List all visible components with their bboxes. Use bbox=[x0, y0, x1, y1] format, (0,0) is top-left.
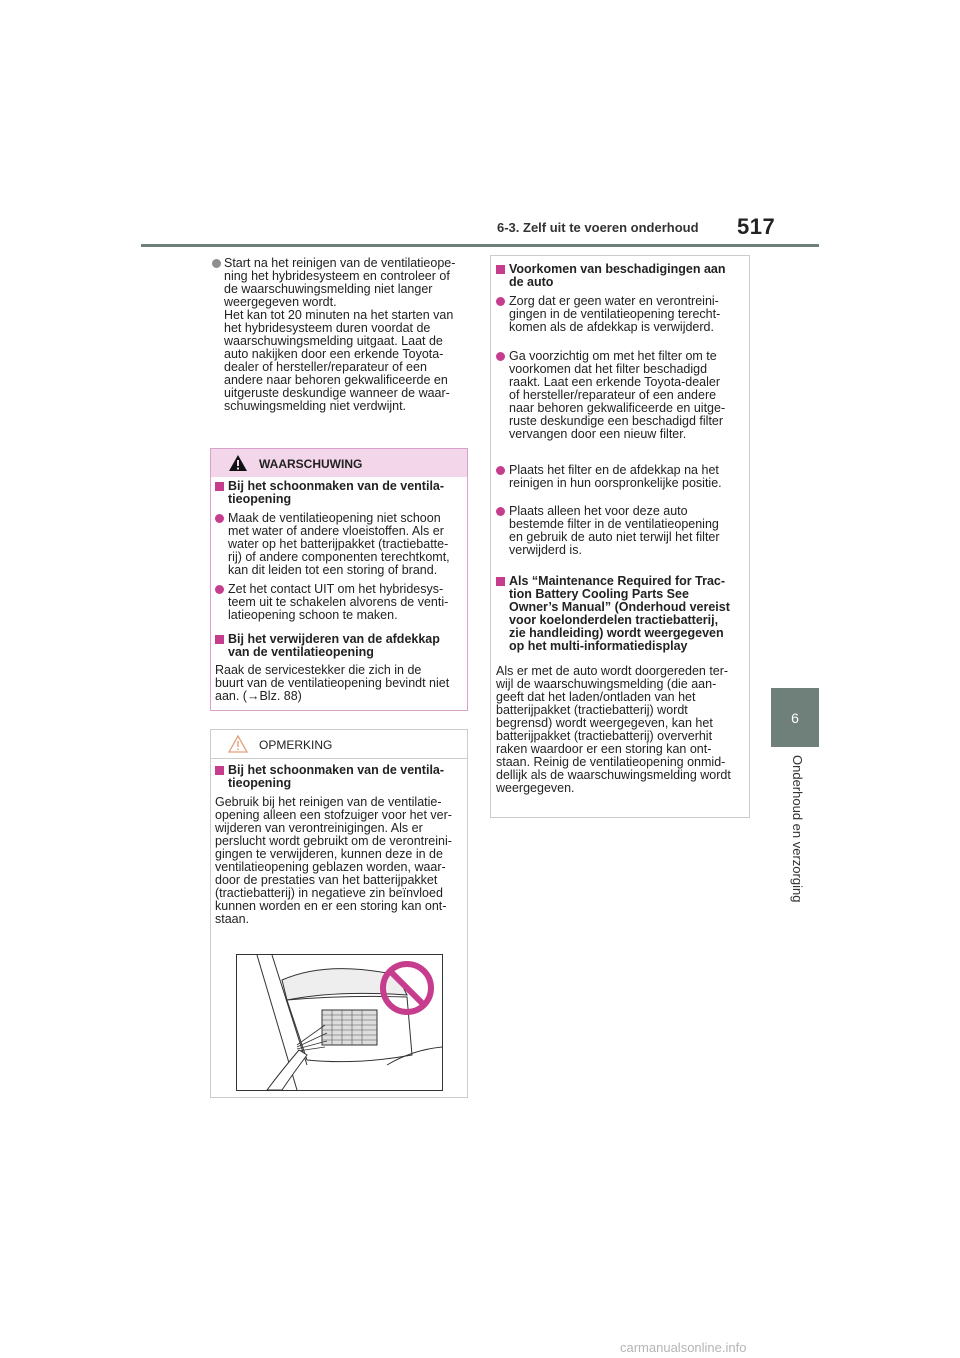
right-bullet-filter-care: Ga voorzichtig om met het filter om te voorkomen dat het filter beschadigd raakt. Laat een erkende Toyota-dealer of hersteller/reparateur of een andere naar behoren gekwalificeerde en uitge- ruste deskundige een beschadigd filter vervangen door een nieuw filter. bbox=[509, 349, 726, 441]
notice-text: Gebruik bij het reinigen van de ventilatie- opening alleen een stofzuiger voor het ver- wijderen van verontreinigingen. Als er perslucht wordt gebruikt om de verontreini- gingen te verwijderen, kunnen deze in de ventilatieopening geblazen worden, waar- door de prestaties van het batterijpakket (tractiebatterij) in negatieve zin beïnvloed kunnen worden en er een storing kan ont- staan. bbox=[215, 795, 452, 926]
warning-header bbox=[211, 449, 467, 477]
intro-paragraph: Start na het reinigen van de ventilatieope- ning het hybridesysteem en controleer of de waarschuwingsmelding niet langer weergegeven wordt. Het kan tot 20 minuten na het starten van het hybridesysteem duren voordat de waarschuwingsmelding uitgaat. Laat de auto nakijken door een erkende Toyota- dealer of hersteller/reparateur of een andere naar behoren gekwalificeerde en uitgeruste deskundige wanneer de waar- schuwingsmelding niet verdwijnt. bbox=[224, 256, 456, 413]
right-maintenance-text: Als er met de auto wordt doorgereden ter- wijl de waarschuwingsmelding (die aan- geeft dat het laden/ontladen van het batterijpakket (tractiebatterij) wordt begrensd) wordt weergegeven, kan het batterijpakket (tractiebatterij) oververhit raken waardoor er een storing kan ont- staan. Reinig de ventilatieopening onmid- dellijk als de waarschuwingsmelding wordt weergegeven. bbox=[496, 664, 731, 795]
chapter-label-text: Onderhoud en verzorging bbox=[790, 755, 805, 903]
section-title: 6-3. Zelf uit te voeren onderhoud bbox=[497, 220, 699, 235]
right-bullet-correct-filter: Plaats alleen het voor deze auto bestemde filter in de ventilatieopening en gebruik de auto niet terwijl het filter verwijderd is. bbox=[509, 504, 720, 557]
bullet-icon bbox=[215, 585, 224, 594]
warning-heading-cleaning: Bij het schoonmaken van de ventila- tieopening bbox=[228, 479, 445, 506]
vent-cleaning-drawing bbox=[237, 955, 442, 1090]
right-heading-maintenance-message: Als “Maintenance Required for Trac- tion Battery Cooling Parts See Owner’s Manual” (Onderhoud vereist voor koelonderdelen tractiebatterij, zie handleiding) wordt weergegeven op het multi-informatiedisplay bbox=[509, 574, 730, 653]
bullet-icon bbox=[496, 466, 505, 475]
square-bullet-icon bbox=[496, 577, 505, 586]
bullet-icon bbox=[496, 507, 505, 516]
bullet-icon bbox=[496, 352, 505, 361]
right-bullet-replace-filter: Plaats het filter en de afdekkap na het reinigen in hun oorspronkelijke positie. bbox=[509, 463, 722, 490]
notice-header bbox=[211, 730, 467, 759]
page-number: 517 bbox=[737, 214, 776, 239]
warning-triangle-icon bbox=[228, 454, 248, 472]
bullet-icon bbox=[496, 297, 505, 306]
square-bullet-icon bbox=[496, 265, 505, 274]
watermark-text: carmanualsonline.info bbox=[620, 1340, 747, 1355]
square-bullet-icon bbox=[215, 635, 224, 644]
chapter-tab: 6 bbox=[771, 688, 819, 747]
warning-heading-remove-cover: Bij het verwijderen van de afdekkap van de ventilatieopening bbox=[228, 632, 440, 659]
cleaning-illustration bbox=[236, 954, 443, 1091]
square-bullet-icon bbox=[215, 482, 224, 491]
warning-title: WAARSCHUWING bbox=[259, 457, 363, 471]
square-bullet-icon bbox=[215, 766, 224, 775]
bullet-icon bbox=[215, 514, 224, 523]
warning-service-plug-text: Raak de servicestekker die zich in de buurt van de ventilatieopening bevindt niet aan. (→Blz. 88) bbox=[215, 663, 450, 703]
notice-heading-cleaning: Bij het schoonmaken van de ventila- tieopening bbox=[228, 763, 445, 790]
notice-title: OPMERKING bbox=[259, 738, 333, 752]
right-heading-prevent-damage: Voorkomen van beschadigingen aan de auto bbox=[509, 262, 726, 289]
chapter-label bbox=[783, 755, 807, 915]
notice-triangle-icon bbox=[228, 735, 248, 753]
header-divider bbox=[141, 244, 819, 247]
bullet-icon bbox=[212, 259, 221, 268]
right-bullet-no-water: Zorg dat er geen water en verontreini- gingen in de ventilatieopening terecht- komen als de afdekkap is verwijderd. bbox=[509, 294, 721, 334]
warning-bullet-contact-off: Zet het contact UIT om het hybridesys- teem uit te schakelen alvorens de venti- latieopening schoon te maken. bbox=[228, 582, 449, 622]
warning-bullet-no-water: Maak de ventilatieopening niet schoon met water of andere vloeistoffen. Als er water op het batterijpakket (tractiebatte- rij) of andere componenten terechtkomt, kan dit leiden tot een storing of brand. bbox=[228, 511, 450, 577]
